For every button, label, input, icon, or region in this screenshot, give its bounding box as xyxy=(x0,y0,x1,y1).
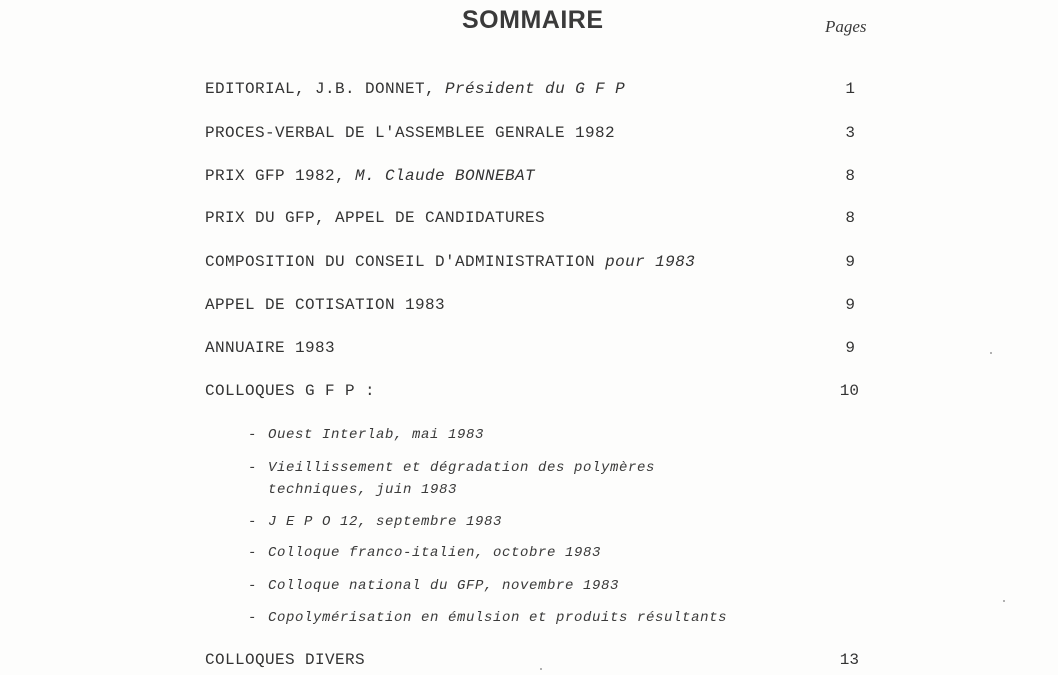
toc-page-number: 10 xyxy=(839,382,859,400)
toc-entry-composition: COMPOSITION DU CONSEIL D'ADMINISTRATION pour 1983 xyxy=(205,253,696,271)
toc-sub-entry: - Colloque national du GFP, novembre 1983 xyxy=(248,578,620,594)
toc-entry-appel-cotisation: APPEL DE COTISATION 1983 xyxy=(205,296,446,314)
page-title: SOMMAIRE xyxy=(462,6,604,34)
scan-speck xyxy=(540,668,542,670)
scan-speck xyxy=(1003,600,1005,602)
toc-page-number: 8 xyxy=(845,209,855,227)
pages-column-header: Pages xyxy=(825,17,867,36)
toc-sub-entry-continuation: techniques, juin 1983 xyxy=(268,482,458,498)
toc-entry-colloques-gfp: COLLOQUES G F P : xyxy=(205,382,376,400)
toc-entry-prix-du-gfp: PRIX DU GFP, APPEL DE CANDIDATURES xyxy=(205,209,546,227)
toc-sub-entry: - Colloque franco-italien, octobre 1983 xyxy=(248,545,602,561)
toc-page-number: 9 xyxy=(845,253,855,271)
toc-entry-colloques-divers: COLLOQUES DIVERS xyxy=(205,651,366,669)
toc-sub-entry: - Ouest Interlab, mai 1983 xyxy=(248,427,485,443)
scan-speck xyxy=(990,352,992,354)
toc-page-number: 3 xyxy=(845,124,855,142)
toc-sub-entry: - Vieillissement et dégradation des polymères xyxy=(248,460,656,476)
toc-entry-prix-gfp-1982: PRIX GFP 1982, M. Claude BONNEBAT xyxy=(205,167,536,185)
toc-entry-annuaire: ANNUAIRE 1983 xyxy=(205,339,336,357)
toc-page-number: 8 xyxy=(845,167,855,185)
toc-sub-entry: - J E P O 12, septembre 1983 xyxy=(248,514,503,530)
toc-page-number: 9 xyxy=(845,296,855,314)
toc-entry-proces-verbal: PROCES-VERBAL DE L'ASSEMBLEE GENRALE 1982 xyxy=(205,124,616,142)
toc-page-number: 1 xyxy=(845,80,855,98)
toc-page-number: 13 xyxy=(839,651,859,669)
toc-page-number: 9 xyxy=(845,339,855,357)
toc-entry-editorial: EDITORIAL, J.B. DONNET, Président du G F P xyxy=(205,80,626,98)
toc-sub-entry: - Copolymérisation en émulsion et produits résultants xyxy=(248,610,728,626)
